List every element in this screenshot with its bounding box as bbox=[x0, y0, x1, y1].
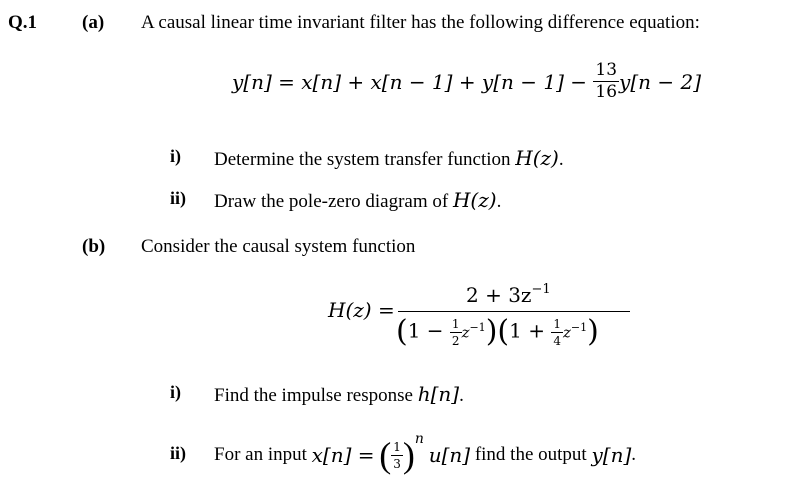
input-fraction bbox=[391, 441, 403, 470]
numerator-exponent: −1 bbox=[531, 282, 551, 297]
part-b-item-1-label: i) bbox=[170, 382, 181, 402]
den-factor-2-exp: −1 bbox=[570, 320, 588, 334]
part-b-item-1-end: . bbox=[459, 385, 464, 406]
part-b-item-2-end: . bbox=[631, 444, 637, 465]
numerator-text: 2 + 3z bbox=[466, 283, 532, 307]
part-a-item-2-label: ii) bbox=[170, 188, 186, 208]
den-factor-1-z: z bbox=[461, 323, 470, 342]
part-a-item-1-text: Determine the system transfer function bbox=[214, 149, 511, 170]
question-number: Q.1 bbox=[8, 12, 38, 33]
input-left-paren: ( bbox=[379, 435, 392, 475]
part-a-item-2-text: Draw the pole-zero diagram of bbox=[214, 191, 449, 212]
den-factor-2-z: z bbox=[562, 323, 571, 342]
input-step: u[n] bbox=[428, 443, 471, 467]
part-a-item-1-math: H(z) bbox=[515, 146, 559, 170]
right-paren-1: ) bbox=[485, 314, 498, 349]
part-a-item-1-end: . bbox=[558, 149, 564, 170]
part-b-item-2-input: x[n] = bbox=[311, 443, 375, 467]
input-fraction-den: 3 bbox=[393, 456, 401, 471]
part-b-item-2 bbox=[214, 432, 636, 478]
den-factor-2-fraction bbox=[551, 318, 563, 347]
part-a-intro: A causal linear time invariant filter has the following difference equation: bbox=[141, 12, 700, 33]
den-factor-1-den: 2 bbox=[451, 333, 460, 348]
part-b-intro: Consider the causal system function bbox=[141, 236, 416, 257]
part-b-item-1 bbox=[214, 382, 464, 407]
part-b-item-2-output: y[n] bbox=[591, 443, 632, 467]
den-factor-2-num: 1 bbox=[553, 316, 561, 331]
den-factor-1-exp: −1 bbox=[469, 320, 486, 334]
part-b-item-2-label: ii) bbox=[170, 443, 186, 463]
part-b-item-1-text: Find the impulse response bbox=[214, 385, 413, 406]
den-factor-1-num: 1 bbox=[451, 316, 460, 331]
equation-fraction-numerator: 13 bbox=[595, 60, 618, 80]
system-function-fraction-bar bbox=[398, 311, 630, 312]
system-function-denominator bbox=[396, 314, 599, 349]
part-a-label: (a) bbox=[82, 12, 105, 33]
den-factor-2-pre: 1 + bbox=[509, 318, 545, 343]
right-paren-2: ) bbox=[587, 314, 599, 349]
part-a-item-2 bbox=[214, 188, 501, 213]
den-factor-2-den: 4 bbox=[553, 333, 561, 348]
difference-equation bbox=[232, 60, 702, 103]
input-right-paren: ) bbox=[402, 435, 415, 475]
system-function-lhs: H(z) = bbox=[328, 298, 395, 322]
part-b-item-1-math: h[n] bbox=[417, 382, 460, 406]
part-a-item-1 bbox=[214, 146, 564, 171]
equation-fraction bbox=[593, 62, 619, 101]
part-b-item-2-text2: find the output bbox=[474, 444, 587, 465]
input-fraction-num: 1 bbox=[393, 439, 401, 454]
den-factor-1-pre: 1 − bbox=[407, 318, 444, 343]
left-paren-2: ( bbox=[497, 314, 510, 349]
system-function-numerator bbox=[466, 283, 551, 307]
part-b-label: (b) bbox=[82, 236, 106, 257]
equation-lhs: y[n] = x[n] + x[n − 1] + y[n − 1] − bbox=[232, 70, 588, 94]
part-a-item-2-math: H(z) bbox=[452, 188, 497, 212]
equation-rhs: y[n − 2] bbox=[619, 70, 702, 94]
equation-fraction-denominator: 16 bbox=[595, 82, 618, 102]
left-paren-1: ( bbox=[396, 314, 408, 349]
den-factor-1-fraction bbox=[450, 318, 462, 347]
part-b-item-2-text: For an input bbox=[214, 444, 307, 465]
part-a-item-2-end: . bbox=[496, 191, 502, 212]
input-power: n bbox=[414, 431, 424, 447]
part-a-item-1-label: i) bbox=[170, 146, 181, 166]
